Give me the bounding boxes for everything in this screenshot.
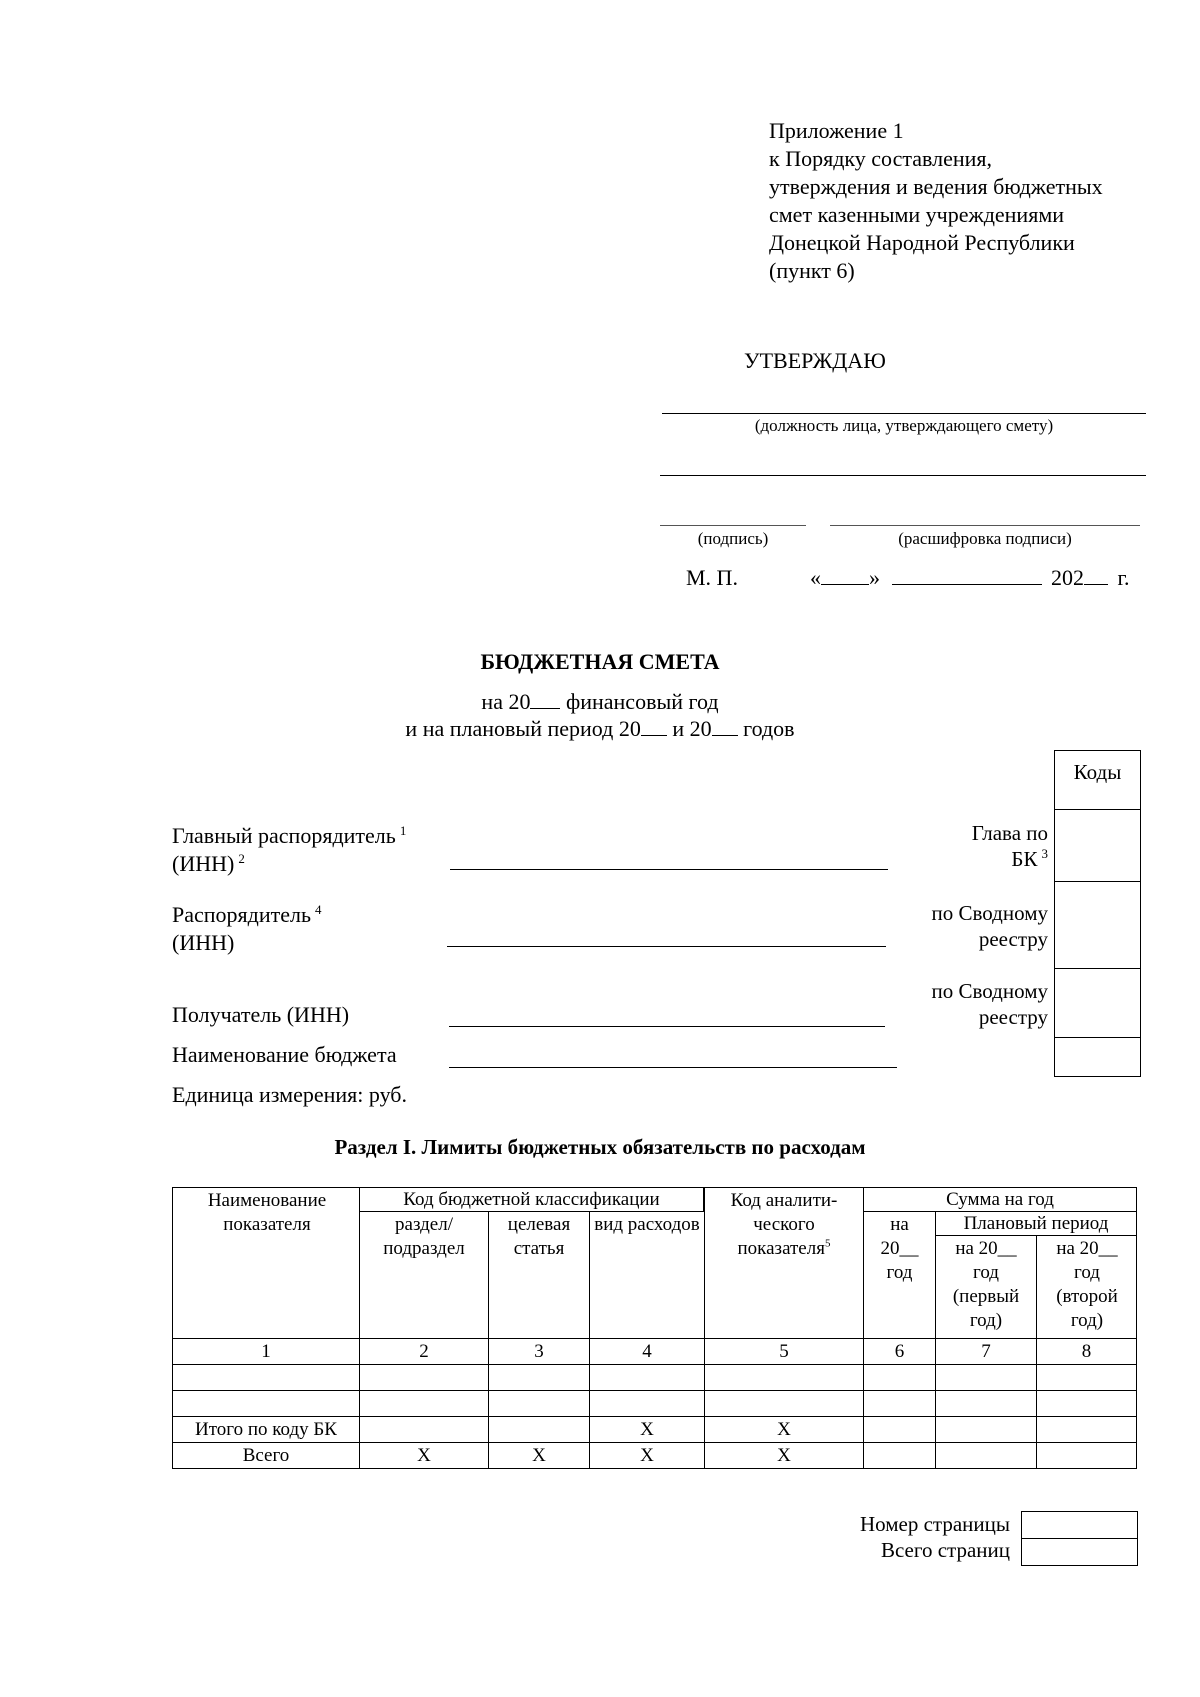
- vsego-x-cell: [589, 1442, 705, 1469]
- table-cell[interactable]: [488, 1416, 590, 1443]
- table-cell[interactable]: [488, 1390, 590, 1417]
- vsego-x-cell: [488, 1442, 590, 1469]
- appendix-line-6: (пункт 6): [769, 258, 855, 283]
- document-title: БЮДЖЕТНАЯ СМЕТА: [480, 649, 720, 674]
- position-line[interactable]: [662, 400, 1146, 414]
- header-summa: Сумма на год: [946, 1189, 1054, 1210]
- total-pages-label: Всего страниц: [880, 1538, 1010, 1562]
- signature-decoding-line[interactable]: [830, 516, 1140, 526]
- budget-name-label: Наименование бюджета: [172, 1042, 397, 1067]
- svod-label-1-line-1: по Сводному: [931, 901, 1048, 925]
- table-cell[interactable]: [863, 1442, 936, 1469]
- svod-label-2-line-1: по Сводному: [931, 979, 1048, 1003]
- header-anal-text: Код аналити-ческого показателя: [730, 1190, 838, 1259]
- itogo-x-cell: [704, 1416, 864, 1443]
- header-y1-cell: [935, 1235, 1037, 1339]
- colnum-cell: [359, 1338, 489, 1365]
- title-period-line-1: [0, 688, 1200, 716]
- appendix-line-1: Приложение 1: [769, 118, 904, 143]
- year-suffix: г.: [1117, 565, 1130, 590]
- table-cell[interactable]: [589, 1364, 705, 1391]
- table-cell[interactable]: [704, 1390, 864, 1417]
- date-day-blank[interactable]: [821, 564, 869, 585]
- stamp-label: М. П.: [686, 565, 738, 590]
- col-number-5: 5: [779, 1341, 789, 1362]
- col-number-1: 1: [261, 1341, 271, 1362]
- recipient-input-line[interactable]: [449, 1010, 885, 1027]
- svod-label-2: [880, 978, 1048, 1030]
- col-number-8: 8: [1081, 1341, 1092, 1362]
- header-name-cell: [172, 1187, 360, 1339]
- unit-label: Единица измерения: руб.: [172, 1082, 407, 1107]
- table-cell[interactable]: [359, 1390, 489, 1417]
- vsego-label-cell: [172, 1442, 360, 1469]
- colnum-cell: [935, 1338, 1037, 1365]
- appendix-line-2: к Порядку составления,: [769, 146, 992, 171]
- section-title: Раздел I. Лимиты бюджетных обязательств по расходам: [334, 1135, 866, 1159]
- header-razdel-cell: [359, 1211, 489, 1339]
- vsego-label: Всего: [242, 1445, 290, 1466]
- itogo-x-4: X: [640, 1419, 654, 1440]
- code-glava-cell[interactable]: [1055, 810, 1140, 880]
- appendix-line-5: Донецкой Народной Республики: [769, 230, 1075, 255]
- codes-box: [1054, 750, 1141, 1077]
- vsego-x-2: X: [417, 1445, 431, 1466]
- header-y2: на 20__ год (второй год): [1056, 1238, 1118, 1331]
- header-statya-cell: [488, 1211, 590, 1339]
- table-cell[interactable]: [359, 1416, 489, 1443]
- appendix-block: [769, 117, 1169, 285]
- header-vid: вид расходов: [594, 1214, 700, 1235]
- position-caption: (должность лица, утверждающего смету): [754, 416, 1054, 435]
- header-name: Наименование показателя: [207, 1190, 327, 1235]
- header-statya: целевая статья: [507, 1214, 571, 1259]
- header-anal-cell: [704, 1187, 864, 1339]
- table-cell[interactable]: [1036, 1390, 1137, 1417]
- header-anal: [713, 1189, 855, 1261]
- colnum-cell: [1036, 1338, 1137, 1365]
- limits-table: [172, 1187, 1137, 1470]
- main-manager-label: [172, 822, 406, 878]
- header-vid-cell: [589, 1211, 705, 1339]
- colnum-cell: [863, 1338, 936, 1365]
- table-cell[interactable]: [704, 1364, 864, 1391]
- table-cell[interactable]: [863, 1390, 936, 1417]
- table-cell[interactable]: [1036, 1364, 1137, 1391]
- plan-year2-blank[interactable]: [712, 715, 738, 736]
- appendix-line-4: смет казенными учреждениями: [769, 202, 1065, 227]
- budget-name-input-line[interactable]: [449, 1051, 897, 1068]
- quote-close: »: [869, 565, 880, 590]
- plan-year1-blank[interactable]: [641, 715, 667, 736]
- table-cell[interactable]: [488, 1364, 590, 1391]
- title-line2-a: и на плановый период 20: [405, 716, 641, 741]
- header-y2-cell: [1036, 1235, 1137, 1339]
- code-budget-cell[interactable]: [1055, 1038, 1140, 1076]
- manager-label: [172, 901, 322, 957]
- quote-open: «: [810, 565, 821, 590]
- table-cell[interactable]: [935, 1416, 1037, 1443]
- title-line2-b: и 20: [672, 716, 712, 741]
- manager-text: Распорядитель: [172, 902, 312, 927]
- inn-footnote: 2: [238, 850, 245, 866]
- glava-label: [880, 820, 1048, 872]
- colnum-cell: [488, 1338, 590, 1365]
- recipient-label: Получатель (ИНН): [172, 1002, 350, 1027]
- table-cell[interactable]: [359, 1364, 489, 1391]
- title-line1-a: на 20: [481, 689, 531, 714]
- title-year-blank[interactable]: [530, 688, 560, 709]
- vsego-x-cell: [704, 1442, 864, 1469]
- position-line-2[interactable]: [660, 462, 1146, 476]
- colnum-cell: [589, 1338, 705, 1365]
- page-number-label: Номер страницы: [859, 1512, 1010, 1536]
- code-svod-1-cell[interactable]: [1055, 882, 1140, 967]
- header-y0-cell: [863, 1211, 936, 1339]
- header-y1: на 20__ год (первый год): [952, 1238, 1020, 1331]
- vsego-x-cell: [359, 1442, 489, 1469]
- header-plan-cell: [935, 1211, 1137, 1236]
- itogo-x-cell: [589, 1416, 705, 1443]
- vsego-x-5: X: [777, 1445, 791, 1466]
- col-number-3: 3: [534, 1341, 544, 1362]
- header-razdel: раздел/ подраздел: [383, 1214, 465, 1259]
- header-anal-footnote: 5: [824, 1237, 831, 1250]
- table-cell[interactable]: [935, 1390, 1037, 1417]
- manager-footnote: 4: [315, 901, 322, 917]
- table-cell[interactable]: [1036, 1416, 1137, 1443]
- date-month-blank[interactable]: [892, 564, 1042, 585]
- header-kbk-cell: [359, 1187, 704, 1212]
- main-manager-inn: (ИНН): [172, 851, 235, 876]
- table-cell[interactable]: [172, 1364, 360, 1391]
- total-pages-input[interactable]: [1021, 1538, 1138, 1566]
- title-period-line-2: [0, 715, 1200, 743]
- svod-label-2-line-2: реестру: [978, 1005, 1048, 1029]
- colnum-cell: [704, 1338, 864, 1365]
- code-svod-2-cell[interactable]: [1055, 969, 1140, 1036]
- approval-heading: УТВЕРЖДАЮ: [744, 348, 886, 373]
- manager-inn: (ИНН): [172, 930, 235, 955]
- table-cell[interactable]: [172, 1390, 360, 1417]
- appendix-line-3: утверждения и ведения бюджетных: [769, 174, 1103, 199]
- col-number-2: 2: [419, 1341, 429, 1362]
- year-prefix: 202: [1051, 565, 1084, 590]
- title-line2-c: годов: [743, 716, 795, 741]
- header-kbk: Код бюджетной классификации: [403, 1189, 660, 1210]
- vsego-x-4: X: [640, 1445, 654, 1466]
- col-number-7: 7: [981, 1341, 991, 1362]
- header-plan: Плановый период: [963, 1213, 1109, 1234]
- table-cell[interactable]: [589, 1390, 705, 1417]
- main-manager-text: Главный распорядитель: [172, 823, 396, 848]
- table-cell[interactable]: [863, 1364, 936, 1391]
- table-cell[interactable]: [935, 1442, 1037, 1469]
- table-cell[interactable]: [935, 1364, 1037, 1391]
- col-number-6: 6: [894, 1341, 905, 1362]
- glava-label-line-1: Глава по: [971, 821, 1048, 845]
- manager-input-line[interactable]: [447, 930, 886, 947]
- main-manager-input-line[interactable]: [450, 853, 888, 870]
- itogo-label-cell: [172, 1416, 360, 1443]
- vsego-x-3: X: [532, 1445, 546, 1466]
- svod-label-1-line-2: реестру: [978, 927, 1048, 951]
- col-number-4: 4: [642, 1341, 652, 1362]
- signature-line[interactable]: [660, 516, 806, 526]
- approval-date: [810, 564, 1130, 592]
- decoding-caption: (расшифровка подписи): [898, 529, 1072, 548]
- svod-label-1: [880, 900, 1048, 952]
- glava-label-line-2: БК: [1011, 847, 1038, 871]
- table-cell[interactable]: [1036, 1442, 1137, 1469]
- header-summa-cell: [863, 1187, 1137, 1212]
- itogo-x-5: X: [777, 1419, 791, 1440]
- colnum-cell: [172, 1338, 360, 1365]
- page-number-input[interactable]: [1021, 1511, 1138, 1539]
- codes-header: Коды: [1073, 760, 1122, 784]
- title-line1-b: финансовый год: [565, 689, 719, 714]
- date-year-blank[interactable]: [1084, 564, 1108, 585]
- header-y0: на 20__ год: [880, 1214, 919, 1283]
- main-manager-footnote: 1: [399, 822, 407, 838]
- glava-footnote: 3: [1041, 846, 1048, 861]
- signature-caption: (подпись): [697, 529, 769, 548]
- itogo-label: Итого по коду БК: [195, 1419, 337, 1440]
- table-cell[interactable]: [863, 1416, 936, 1443]
